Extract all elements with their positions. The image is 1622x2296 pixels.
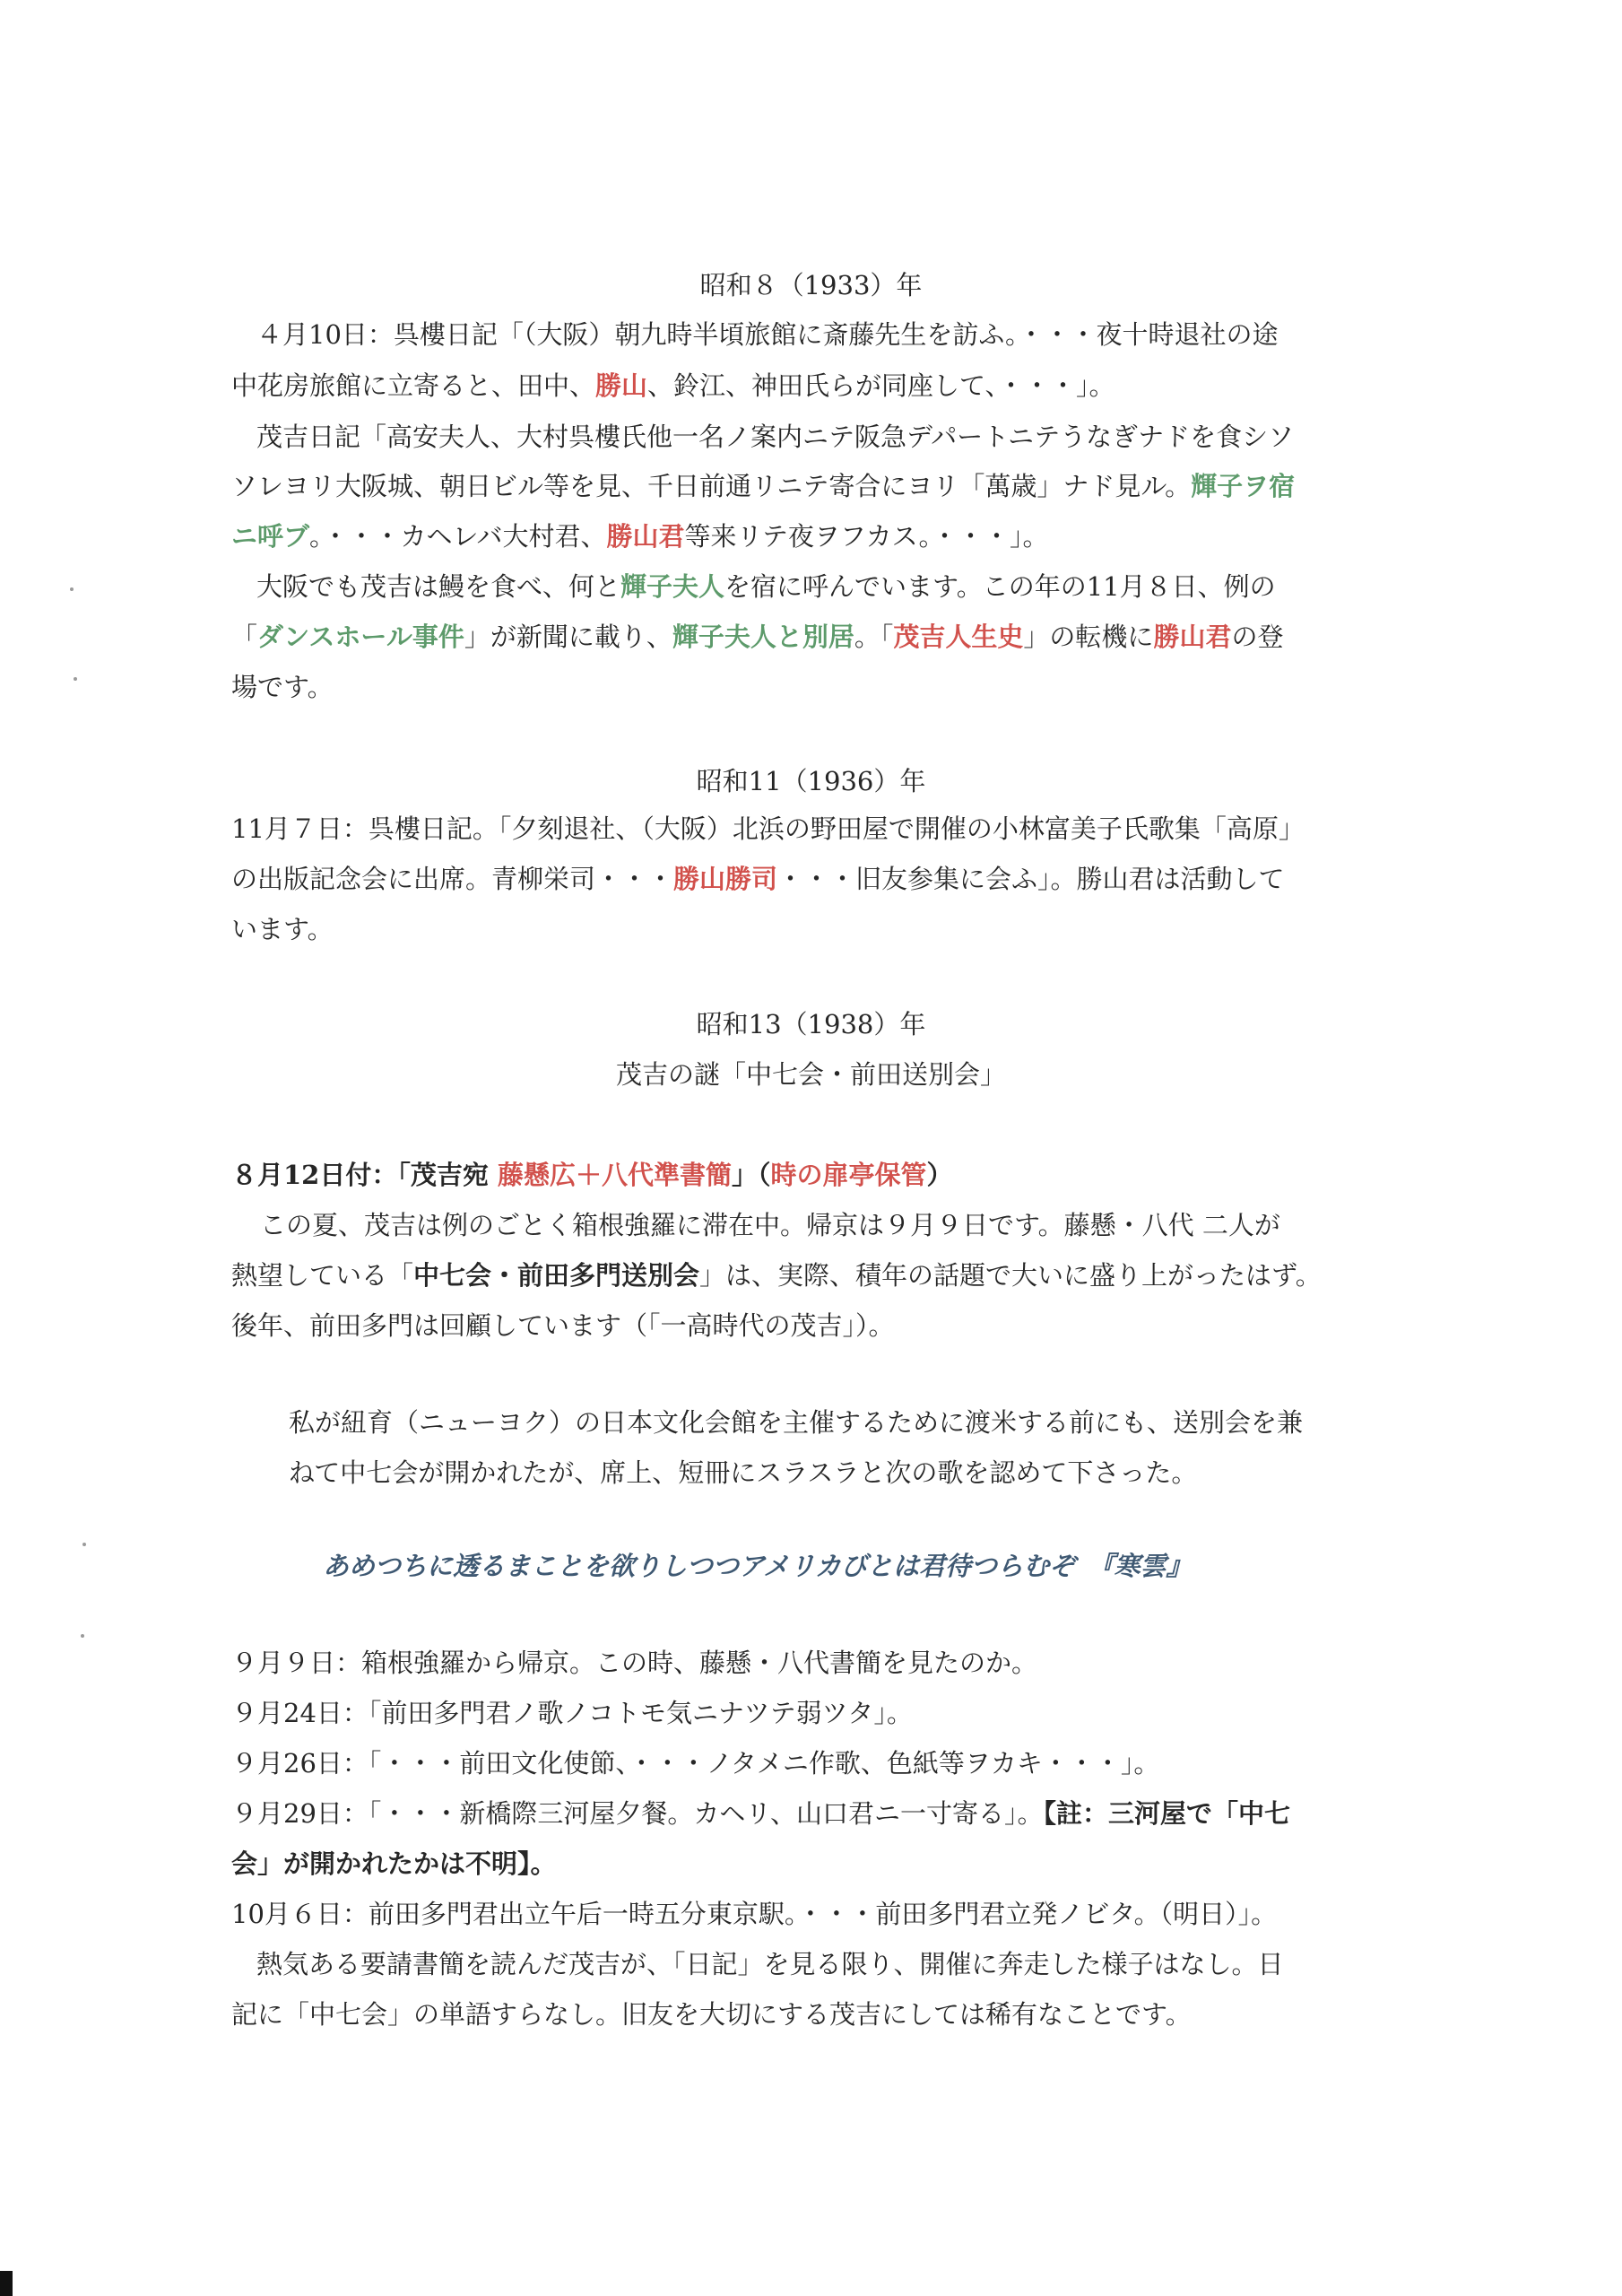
paragraph-line: 熱気ある要請書簡を読んだ茂吉が、「日記」を見る限り、開催に奔走した様子はなし。日 [256,1949,1284,1979]
highlight-name: 勝山 [595,370,648,401]
note-annotation: 【註：三河屋で「中七 [1043,1798,1290,1829]
diary-entry: 会」が開かれたかは不明】。 [231,1848,557,1879]
paragraph-line: ４月10日：呉樓日記「（大阪）朝九時半頃旅館に斎藤先生を訪ふ。・・・夜十時退社の途 [256,319,1279,350]
section-subheading: 茂吉の謎「中七会・前田送別会」 [615,1059,1006,1090]
highlight-name: 勝山君 [606,521,685,552]
highlight-phrase: ニ呼ブ [231,521,310,552]
scan-edge-mark [0,2271,13,2296]
paragraph-line: 熱望している「中七会・前田多門送別会」は、実際、積年の話題で大いに盛り上がったはず。 [231,1260,1322,1291]
scan-speck [82,1543,86,1546]
paragraph-line: 後年、前田多門は回顧しています（「一高時代の茂吉」）。 [231,1310,895,1341]
quote-line: 私が紐育（ニューヨク）の日本文化会館を主催するために渡米する前にも、送別会を兼 [289,1407,1304,1438]
paragraph-line: 大阪でも茂吉は鰻を食べ、何と輝子夫人を宿に呼んでいます。この年の11月８日、例の [256,571,1276,602]
highlight-phrase: 藤懸広＋八代準書簡 [497,1160,732,1190]
highlight-phrase: 茂吉人生史 [893,622,1024,652]
highlight-phrase: 中七会・前田多門送別会 [413,1260,700,1291]
letter-date-line: ８月12日付：「茂吉宛 藤懸広＋八代準書簡」（時の扉亭保管） [231,1160,953,1190]
highlight-phrase: 輝子夫人と別居 [672,622,854,652]
diary-entry: ９月26日：「・・・前田文化使節、・・・ノタメニ作歌、色紙等ヲカキ・・・」。 [231,1748,1160,1779]
diary-entry: ９月29日：「・・・新橋際三河屋夕餐。カヘリ、山口君ニ一寸寄る」。【註：三河屋で「中七 [231,1798,1290,1829]
section-heading-1938: 昭和13（1938）年 [696,1009,926,1039]
diary-entry: 10月６日：前田多門君出立午后一時五分東京駅。・・・前田多門君立発ノビタ。（明日）」。 [231,1899,1278,1929]
paragraph-line: ソレヨリ大阪城、朝日ビル等を見、千日前通リニテ寄合にヨリ「萬歳」ナド見ル。輝子ヲ宿 [231,471,1296,501]
highlight-name: 勝山君 [1153,622,1232,652]
paragraph-line: 中花房旅館に立寄ると、田中、勝山、鈴江、神田氏らが同座して、・・・」。 [231,370,1115,401]
scan-speck [74,677,77,681]
diary-entry: ９月９日：箱根強羅から帰京。この時、藤懸・八代書簡を見たのか。 [231,1648,1038,1678]
quote-line: ねて中七会が開かれたが、席上、短冊にスラスラと次の歌を認めて下さった。 [289,1457,1198,1488]
highlight-phrase: ダンスホール事件 [257,622,464,652]
section-heading-1933: 昭和８（1933）年 [699,270,923,300]
scan-speck [81,1634,84,1638]
highlight-name: 勝山勝司 [673,864,778,894]
poem-line: あめつちに透るまことを欲りしつつアメリカびとは君待つらむぞ 『寒雲』 [323,1551,1193,1581]
highlight-phrase: 輝子夫人 [620,571,725,602]
paragraph-line: の出版記念会に出席。青柳栄司・・・勝山勝司・・・旧友参集に会ふ」。勝山君は活動して [231,864,1285,894]
paragraph-line: ニ呼ブ。・・・カヘレバ大村君、勝山君等来リテ夜ヲフカス。・・・」。 [231,521,1049,552]
paragraph-line: 11月７日：呉樓日記。「夕刻退社、（大阪）北浜の野田屋で開催の小林富美子氏歌集「高原」 [231,813,1305,844]
section-heading-1936: 昭和11（1936）年 [696,766,926,796]
paragraph-line: 場です。 [231,672,334,702]
paragraph-line: 記に「中七会」の単語すらなし。旧友を大切にする茂吉にしては稀有なことです。 [231,1999,1192,2030]
paragraph-line: います。 [231,914,334,944]
scan-speck [70,587,74,591]
highlight-phrase: 時の扉亭保管 [770,1160,927,1190]
highlight-phrase: 輝子ヲ宿 [1191,471,1296,501]
paragraph-line: 茂吉日記「高安夫人、大村呉樓氏他一名ノ案内ニテ阪急デパートニテうなぎナドを食シソ [256,422,1295,452]
paragraph-line: 「ダンスホール事件」が新聞に載り、輝子夫人と別居。「茂吉人生史」の転機に勝山君の登 [231,622,1284,652]
diary-entry: ９月24日：「前田多門君ノ歌ノコトモ気ニナツテ弱ツタ」。 [231,1698,913,1728]
paragraph-line: この夏、茂吉は例のごとく箱根強羅に滞在中。帰京は９月９日です。藤懸・八代 二人が [260,1210,1280,1240]
